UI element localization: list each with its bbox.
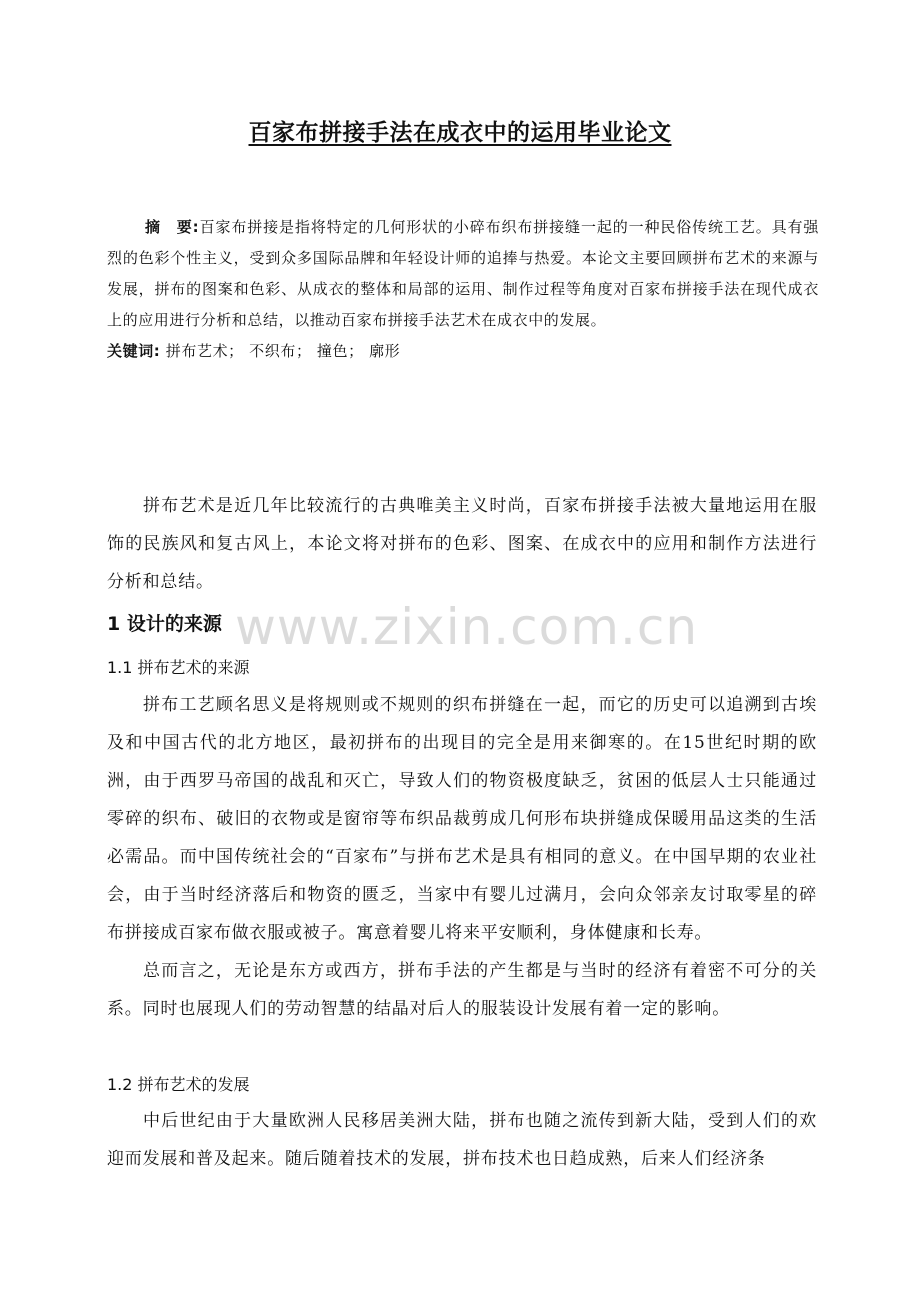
keywords-label: 关键词: bbox=[107, 342, 161, 360]
section-1-2-heading: 1.2 拼布艺术的发展 bbox=[107, 1075, 250, 1094]
section-1-1-body bbox=[107, 686, 817, 1028]
abstract-text: 百家布拼接是指将特定的几何形状的小碎布织布拼接缝一起的一种民俗传统工艺。具有强烈的色彩个性主义，受到众多国际品牌和年轻设计师的追捧与热爱。本论文主要回顾拼布艺术的来源与发展，拼布的图案和色彩、从成衣的整体和局部的运用、制作过程等角度对百家布拼接手法在现代成衣上的应用进行分析和总结，以推动百家布拼接手法艺术在成衣中的发展。 bbox=[107, 218, 820, 329]
keywords-text: 拼布艺术； 不织布； 撞色； 廓形 bbox=[165, 342, 401, 360]
abstract-label: 摘 要: bbox=[145, 218, 200, 236]
section-1-1-paragraph-2: 总而言之，无论是东方或西方，拼布手法的产生都是与当时的经济有着密不可分的关系。同时也展现人们的劳动智慧的结晶对后人的服装设计发展有着一定的影响。 bbox=[107, 961, 817, 1019]
section-1-2-paragraph-1: 中后世纪由于大量欧洲人民移居美洲大陆，拼布也随之流传到新大陆，受到人们的欢迎而发展和普及起来。随后随着技术的发展，拼布技术也日趋成熟，后来人们经济条 bbox=[107, 1111, 817, 1169]
title-text: 百家布拼接手法在成衣中的运用毕业论文 bbox=[248, 120, 672, 146]
keywords-line bbox=[107, 336, 819, 367]
section-1-heading: 1 设计的来源 bbox=[107, 613, 222, 635]
intro-paragraph: 拼布艺术是近几年比较流行的古典唯美主义时尚，百家布拼接手法被大量地运用在服饰的民族风和复古风上，本论文将对拼布的色彩、图案、在成衣中的应用和制作方法进行分析和总结。 bbox=[107, 496, 817, 592]
document-title bbox=[0, 114, 920, 147]
abstract-paragraph bbox=[107, 212, 819, 336]
abstract-block bbox=[107, 212, 819, 367]
section-1-1-paragraph-1: 拼布工艺顾名思义是将规则或不规则的织布拼缝在一起，而它的历史可以追溯到古埃及和中国古代的北方地区，最初拼布的出现目的完全是用来御寒的。在15世纪时期的欧洲，由于西罗马帝国的战乱和灭亡，导致人们的物资极度缺乏，贫困的低层人士只能通过零碎的织布、破旧的衣物或是窗帘等布织品裁剪成几何形布块拼缝成保暖用品这类的生活必需品。而中国传统社会的“百家布”与拼布艺术是具有相同的意义。在中国早期的农业社会，由于当时经济落后和物资的匮乏，当家中有婴儿过满月，会向众邻亲友讨取零星的碎布拼接成百家布做衣服或被子。寓意着婴儿将来平安顺利，身体健康和长寿。 bbox=[107, 695, 817, 943]
section-1-2-body bbox=[107, 1102, 817, 1178]
watermark: www.zixin.com.cn bbox=[235, 598, 699, 656]
intro-block bbox=[107, 487, 817, 601]
section-1-1-heading: 1.1 拼布艺术的来源 bbox=[107, 658, 250, 677]
